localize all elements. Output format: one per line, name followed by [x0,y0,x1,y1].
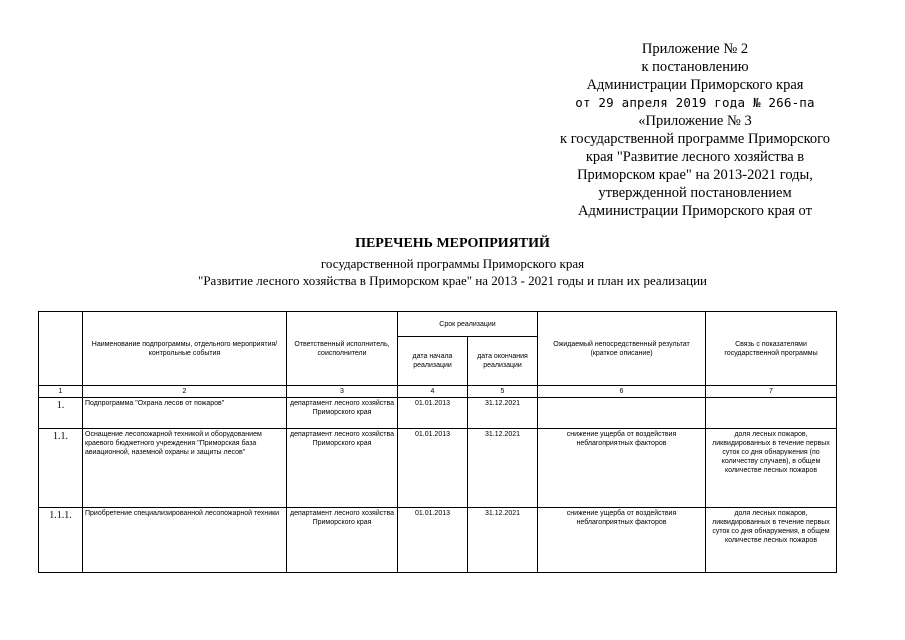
table-header-row [39,312,837,337]
row-number: 1.1. [39,429,83,508]
header-cell-name: Наименование подпрограммы, отдельного мероприятия/контрольные события [83,312,287,386]
column-index: 6 [538,386,706,398]
header-line: края "Развитие лесного хозяйства в [585,149,805,165]
header-line: «Приложение № 3 [638,113,752,129]
row-start-date: 01.01.2013 [398,398,468,429]
row-end-date: 31.12.2021 [468,508,538,573]
header-line: Администрации Приморского края от [578,203,812,219]
table-row [39,398,837,429]
column-index: 1 [39,386,83,398]
table-row [39,508,837,573]
measures-table [38,311,837,573]
appendix-header [520,40,870,220]
row-end-date: 31.12.2021 [468,398,538,429]
column-index: 4 [398,386,468,398]
header-line: Администрации Приморского края [586,77,804,93]
row-executor: департамент лесного хозяйства Приморского края [287,429,398,508]
document-subtitle-program: "Развитие лесного хозяйства в Приморском крае" на 2013 - 2021 годы и план их реализации [198,273,707,288]
row-number: 1.1.1. [39,508,83,573]
header-cell-result: Ожидаемый непосредственный результат (краткое описание) [538,312,706,386]
header-line: к государственной программе Приморского [560,131,830,147]
table-row [39,429,837,508]
row-start-date: 01.01.2013 [398,429,468,508]
header-cell-link: Связь с показателями государственной программы [706,312,837,386]
header-line: Приморском крае" на 2013-2021 годы, [577,167,813,183]
row-result: снижение ущерба от воздействия неблагоприятных факторов [538,429,706,508]
column-index: 5 [468,386,538,398]
row-name: Оснащение лесопожарной техникой и оборудованием краевого бюджетного учреждения "Приморская база авиационной, наземной охраны и защиты лесов" [83,429,287,508]
row-executor: департамент лесного хозяйства Приморского края [287,398,398,429]
document-subtitle: государственной программы Приморского края [320,256,585,271]
row-link: доля лесных пожаров, ликвидированных в течение первых суток со дня обнаружения (по количеству случаев), в общем количестве лесных пожаров [706,429,837,508]
header-cell-executor: Ответственный исполнитель, соисполнители [287,312,398,386]
header-line: к постановлению [641,59,749,75]
header-date-stamp: от 29 апреля 2019 года № 266-па [575,95,815,110]
row-number: 1. [39,398,83,429]
document-title: ПЕРЕЧЕНЬ МЕРОПРИЯТИЙ [355,236,550,251]
row-name: Приобретение специализированной лесопожарной техники [83,508,287,573]
column-index: 7 [706,386,837,398]
header-line: утвержденной постановлением [598,185,792,201]
column-index: 2 [83,386,287,398]
row-result [538,398,706,429]
header-cell-end: дата окончания реализации [468,337,538,386]
row-result: снижение ущерба от воздействия неблагоприятных факторов [538,508,706,573]
column-index: 3 [287,386,398,398]
header-cell-start: дата начала реализации [398,337,468,386]
row-link: доля лесных пожаров, ликвидированных в течение первых суток со дня обнаружения, в общем количестве лесных пожаров [706,508,837,573]
row-end-date: 31.12.2021 [468,429,538,508]
column-index-row [39,386,837,398]
header-cell-term: Срок реализации [398,312,538,337]
row-start-date: 01.01.2013 [398,508,468,573]
header-line: Приложение № 2 [641,41,749,57]
row-executor: департамент лесного хозяйства Приморского края [287,508,398,573]
row-name: Подпрограмма "Охрана лесов от пожаров" [83,398,287,429]
row-link [706,398,837,429]
header-cell-num [39,312,83,386]
